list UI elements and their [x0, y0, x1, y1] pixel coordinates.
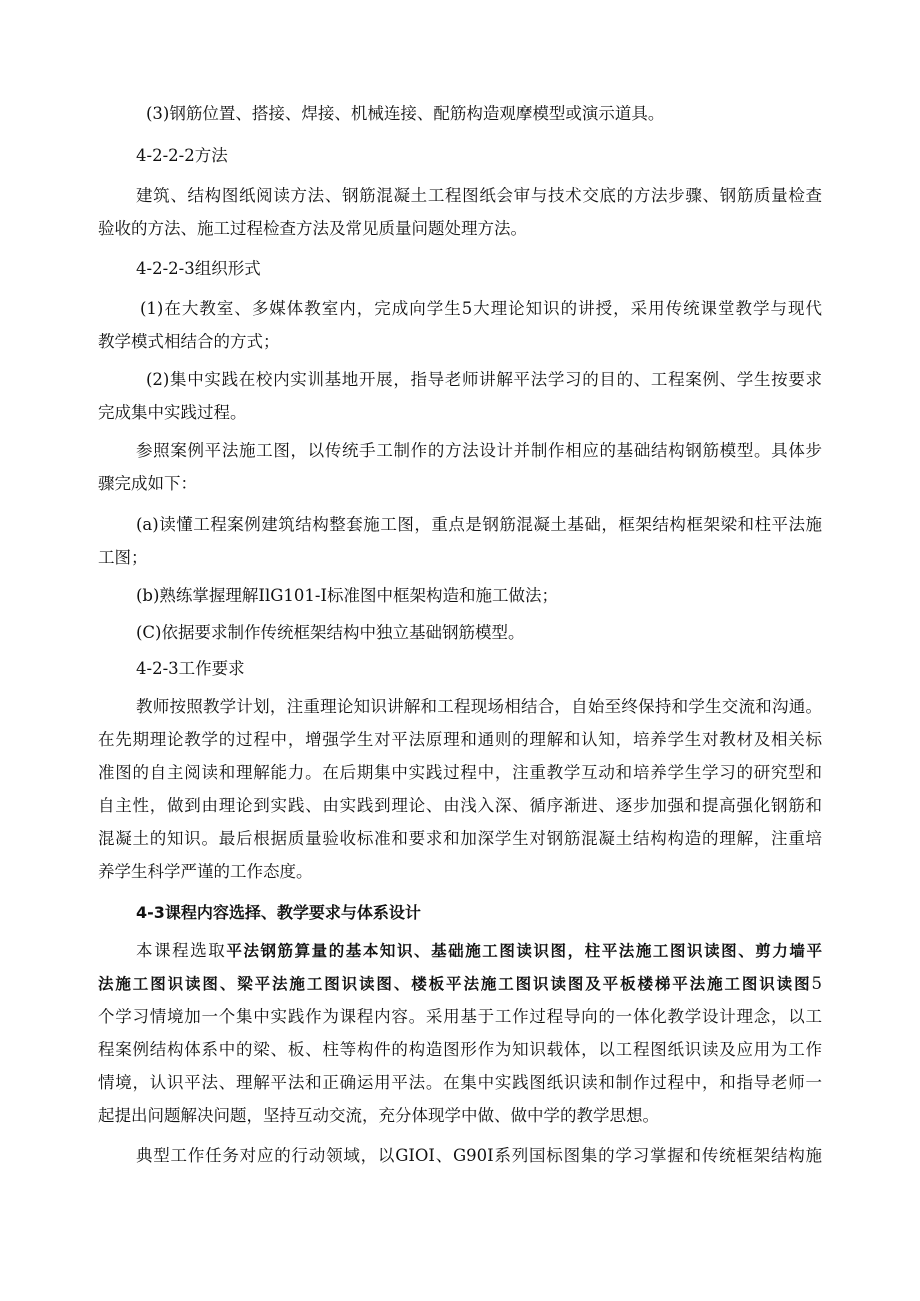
content-line-4: 程案例结构体系中的梁、板、柱等构件的构造图形作为知识载体，以工程图纸识读及应用为工作: [98, 1040, 822, 1059]
step-a-line-2: 工图；: [98, 548, 148, 567]
requirement-line-2: 在先期理论教学的过程中，增强学生对平法原理和通则的理解和认知，培养学生对教材及相关标: [98, 730, 822, 749]
heading-4-2-3: 4-2-3工作要求: [136, 659, 245, 678]
org-item-1-line-1: (1)在大教室、多媒体教室内，完成向学生5大理论知识的讲授，采用传统课堂教学与现代: [140, 299, 822, 318]
content-line-1: [136, 940, 822, 962]
step-b-line: (b)熟练掌握理解IlG101-I标准图中框架构造和施工做法；: [136, 586, 558, 605]
org-item-2-line-1: (2)集中实践在校内实训基地开展，指导老师讲解平法学习的目的、工程案例、学生按要求: [146, 370, 822, 389]
requirement-line-5: 混凝土的知识。最后根据质量验收标准和要求和加深学生对钢筋混凝土结构构造的理解，注重培: [98, 829, 822, 848]
section-heading-4-3: 4-3课程内容选择、教学要求与体系设计: [136, 903, 421, 922]
heading-4-2-2-2: 4-2-2-2方法: [136, 146, 228, 165]
content-line-2-suffix: 5: [811, 974, 822, 993]
typical-task-line-1: 典型工作任务对应的行动领域，以GIOI、G90I系列国标图集的学习掌握和传统框架结构施: [136, 1146, 822, 1165]
requirement-line-1: 教师按照教学计划，注重理论知识讲解和工程现场相结合，自始至终保持和学生交流和沟通。: [136, 697, 822, 716]
step-a-line-1: (a)读懂工程案例建筑结构整套施工图，重点是钢筋混凝土基础，框架结构框架梁和柱平法施: [136, 515, 822, 534]
step-c-line: (C)依据要求制作传统框架结构中独立基础钢筋模型。: [136, 623, 525, 642]
org-item-2-line-2: 完成集中实践过程。: [98, 403, 247, 422]
content-line-2-bold: 法施工图识读图、梁平法施工图识读图、楼板平法施工图识读图及平板楼梯平法施工图识读图: [98, 975, 812, 993]
content-line-2: [98, 973, 822, 995]
paragraph-item-3: (3)钢筋位置、搭接、焊接、机械连接、配筋构造观摩模型或演示道具。: [146, 104, 665, 123]
content-line-5: 情境，认识平法、理解平法和正确运用平法。在集中实践图纸识读和制作过程中，和指导老师一: [98, 1073, 822, 1092]
requirement-line-6: 养学生科学严谨的工作态度。: [98, 862, 313, 881]
method-text-line-2: 验收的方法、施工过程检查方法及常见质量问题处理方法。: [98, 219, 527, 238]
content-line-6: 起提出问题解决问题，坚持互动交流，充分体现学中做、做中学的教学思想。: [98, 1106, 659, 1125]
reference-line-2: 骤完成如下：: [98, 474, 197, 493]
org-item-1-line-2: 教学模式相结合的方式；: [98, 332, 280, 351]
content-line-1-prefix: 本课程选取: [136, 941, 227, 960]
content-line-3: 个学习情境加一个集中实践作为课程内容。采用基于工作过程导向的一体化教学设计理念，以工: [98, 1007, 822, 1026]
requirement-line-4: 自主性，做到由理论到实践、由实践到理论、由浅入深、循序渐进、逐步加强和提高强化钢筋和: [98, 796, 822, 815]
requirement-line-3: 准图的自主阅读和理解能力。在后期集中实践过程中，注重教学互动和培养学生学习的研究型和: [98, 763, 822, 782]
content-line-1-bold: 平法钢筋算量的基本知识、基础施工图读识图，柱平法施工图识读图、剪力墙平: [226, 942, 822, 960]
method-text-line-1: 建筑、结构图纸阅读方法、钢筋混凝土工程图纸会审与技术交底的方法步骤、钢筋质量检查: [136, 186, 822, 205]
reference-line-1: 参照案例平法施工图，以传统手工制作的方法设计并制作相应的基础结构钢筋模型。具体步: [136, 441, 822, 460]
heading-4-2-2-3: 4-2-2-3组织形式: [136, 259, 261, 278]
